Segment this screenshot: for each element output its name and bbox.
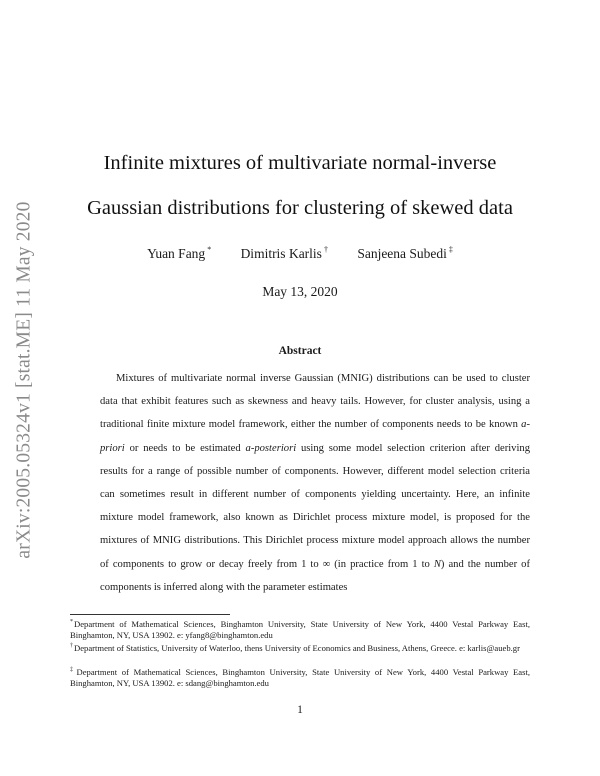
abstract-italic: a-posteriori bbox=[245, 442, 297, 454]
footnote-text: Department of Mathematical Sciences, Binghamton University, State University of New York, 4400 Vestal Parkway East, Binghamton, NY, USA 13902. e: yfang8@binghamton.edu bbox=[70, 618, 530, 641]
footnote-mark: ‡ bbox=[70, 667, 76, 673]
page-number: 1 bbox=[297, 704, 303, 716]
footnote-rule bbox=[70, 614, 230, 615]
date: May 13, 2020 bbox=[262, 284, 338, 299]
author-name: Dimitris Karlis bbox=[240, 245, 322, 261]
abstract-italic: a-priori bbox=[100, 419, 530, 454]
footnote-text: Department of Mathematical Sciences, Binghamton University, State University of New York, 4400 Vestal Parkway East, Binghamton, NY, USA 13902. e: sdang@binghamton.edu bbox=[70, 666, 530, 689]
footnote-mark: † bbox=[70, 643, 73, 649]
footnote-text: Department of Statistics, University of Waterloo, thens University of Economics and Business, Athens, Greece. e: karlis@aueb.gr bbox=[74, 642, 520, 653]
arxiv-stamp bbox=[10, 190, 40, 570]
abstract-text: ) and the number of components is inferred along with the parameter estimates bbox=[100, 558, 530, 593]
footnote bbox=[70, 641, 530, 654]
footnote-mark: * bbox=[70, 619, 73, 625]
author-name: Yuan Fang bbox=[147, 245, 206, 261]
footnote bbox=[70, 617, 530, 642]
abstract-italic: N bbox=[433, 558, 441, 570]
author-mark: ‡ bbox=[448, 245, 453, 254]
author-mark: * bbox=[207, 245, 212, 254]
title-line-1: Infinite mixtures of multivariate normal-inverse bbox=[103, 152, 497, 174]
author bbox=[357, 246, 453, 261]
abstract-body bbox=[100, 367, 530, 599]
abstract-heading: Abstract bbox=[278, 345, 322, 357]
author-list bbox=[60, 245, 540, 262]
author bbox=[241, 246, 328, 261]
abstract-text: using some model selection criterion after deriving results for a range of possible number of components. However, different model selection criteria can sometimes result in different number of components yielding uncertainty. Here, an infinite mixture model framework, also known as Dirichlet process mixture model, is proposed for the mixtures of MNIG distributions. This Dirichlet process mixture model approach allows the number of components to grow or decay freely from 1 to ∞ (in practice from 1 to bbox=[100, 442, 530, 570]
author-mark: † bbox=[323, 245, 328, 254]
title-line-2: Gaussian distributions for clustering of skewed data bbox=[87, 197, 513, 219]
footnote bbox=[70, 665, 530, 690]
abstract-text: or needs to be estimated bbox=[124, 442, 246, 454]
author bbox=[147, 246, 211, 261]
author-name: Sanjeena Subedi bbox=[357, 245, 447, 261]
arxiv-stamp-text: arXiv:2005.05324v1 [stat.ME] 11 May 2020 bbox=[14, 201, 35, 559]
abstract-text: Mixtures of multivariate normal inverse Gaussian (MNIG) distributions can be used to cluster data that exhibit features such as skewness and heavy tails. However, for cluster analysis, using a traditional finite mixture model framework, either the number of components needs to be known bbox=[100, 373, 530, 431]
